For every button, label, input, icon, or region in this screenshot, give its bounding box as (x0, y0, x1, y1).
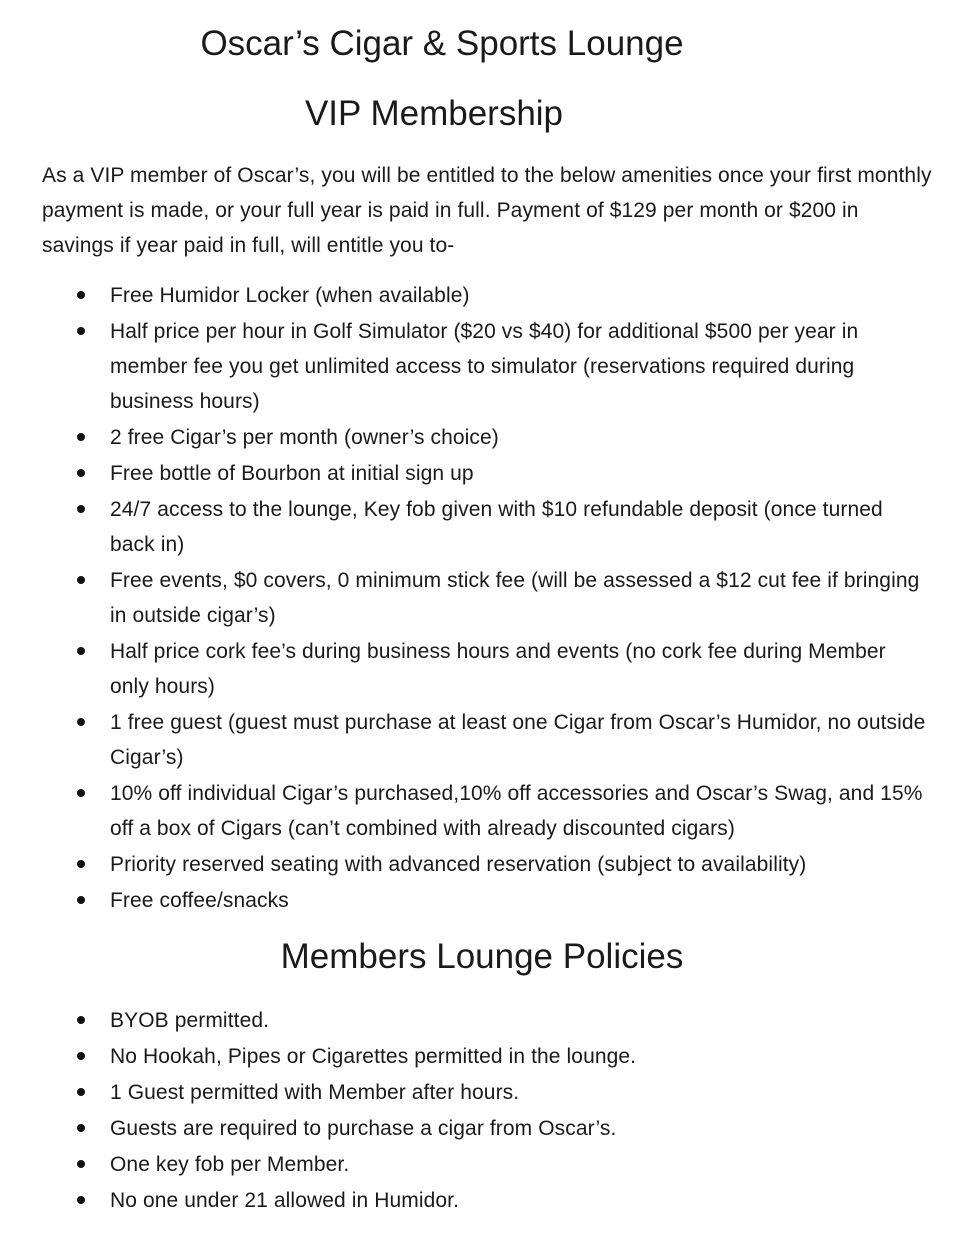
list-item (0, 705, 960, 775)
list-item (0, 1147, 960, 1182)
list-item (0, 314, 960, 419)
policies-list (0, 1003, 960, 1219)
list-item-text: 10% off individual Cigar’s purchased,10% off accessories and Oscar’s Swag, and 15% off a box of Cigars (can’t combined with already discounted cigars) (110, 782, 923, 840)
list-item-text: No Hookah, Pipes or Cigarettes permitted in the lounge. (110, 1045, 637, 1068)
bullet-icon (77, 1160, 85, 1168)
list-item-text: Guests are required to purchase a cigar from Oscar’s. (110, 1117, 617, 1140)
bullet-icon (77, 505, 85, 513)
list-item (0, 420, 960, 455)
list-item (0, 456, 960, 491)
list-item-text: No one under 21 allowed in Humidor. (110, 1189, 460, 1212)
list-item-text: 1 free guest (guest must purchase at least one Cigar from Oscar’s Humidor, no outside Cigar’s) (110, 711, 926, 769)
intro-paragraph: As a VIP member of Oscar’s, you will be entitled to the below amenities once your first monthly payment is made, or your full year is paid in full. Payment of $129 per month or $200 in savings if year paid in full, will entitle you to- (42, 164, 932, 257)
bullet-icon (77, 327, 85, 335)
bullet-icon (77, 647, 85, 655)
list-item-text: 24/7 access to the lounge, Key fob given with $10 refundable deposit (once turned back in) (110, 498, 883, 556)
list-item-text: 2 free Cigar’s per month (owner’s choice) (110, 426, 499, 449)
list-item-text: BYOB permitted. (110, 1009, 270, 1032)
list-item-text: Half price cork fee’s during business hours and events (no cork fee during Member only hours) (110, 640, 886, 698)
list-item-text: Half price per hour in Golf Simulator ($20 vs $40) for additional $500 per year in member fee you get unlimited access to simulator (reservations required during business hours) (110, 320, 859, 413)
list-item (0, 883, 960, 918)
bullet-icon (77, 860, 85, 868)
list-item-text: Free bottle of Bourbon at initial sign up (110, 462, 474, 485)
list-item-text: One key fob per Member. (110, 1153, 350, 1176)
vip-benefits-list (0, 278, 960, 919)
list-item (0, 1111, 960, 1146)
bullet-icon (77, 896, 85, 904)
bullet-icon (77, 1088, 85, 1096)
list-item (0, 563, 960, 633)
list-item (0, 847, 960, 882)
list-item (0, 1183, 960, 1218)
bullet-icon (77, 718, 85, 726)
list-item (0, 492, 960, 562)
list-item (0, 1003, 960, 1038)
list-item (0, 1039, 960, 1074)
policies-heading: Members Lounge Policies (280, 937, 684, 976)
bullet-icon (77, 1016, 85, 1024)
list-item (0, 776, 960, 846)
bullet-icon (77, 1196, 85, 1204)
list-item (0, 1075, 960, 1110)
list-item-text: Free events, $0 covers, 0 minimum stick fee (will be assessed a $12 cut fee if bringing in outside cigar’s) (110, 569, 920, 627)
page-subtitle: VIP Membership (304, 94, 564, 133)
bullet-icon (77, 789, 85, 797)
bullet-icon (77, 1124, 85, 1132)
bullet-icon (77, 469, 85, 477)
bullet-icon (77, 576, 85, 584)
page-title: Oscar’s Cigar & Sports Lounge (200, 24, 684, 63)
bullet-icon (77, 1052, 85, 1060)
bullet-icon (77, 291, 85, 299)
list-item-text: Free coffee/snacks (110, 889, 289, 912)
list-item-text: 1 Guest permitted with Member after hours. (110, 1081, 520, 1104)
list-item-text: Priority reserved seating with advanced reservation (subject to availability) (110, 853, 807, 876)
list-item (0, 278, 960, 313)
list-item (0, 634, 960, 704)
bullet-icon (77, 433, 85, 441)
list-item-text: Free Humidor Locker (when available) (110, 284, 470, 307)
